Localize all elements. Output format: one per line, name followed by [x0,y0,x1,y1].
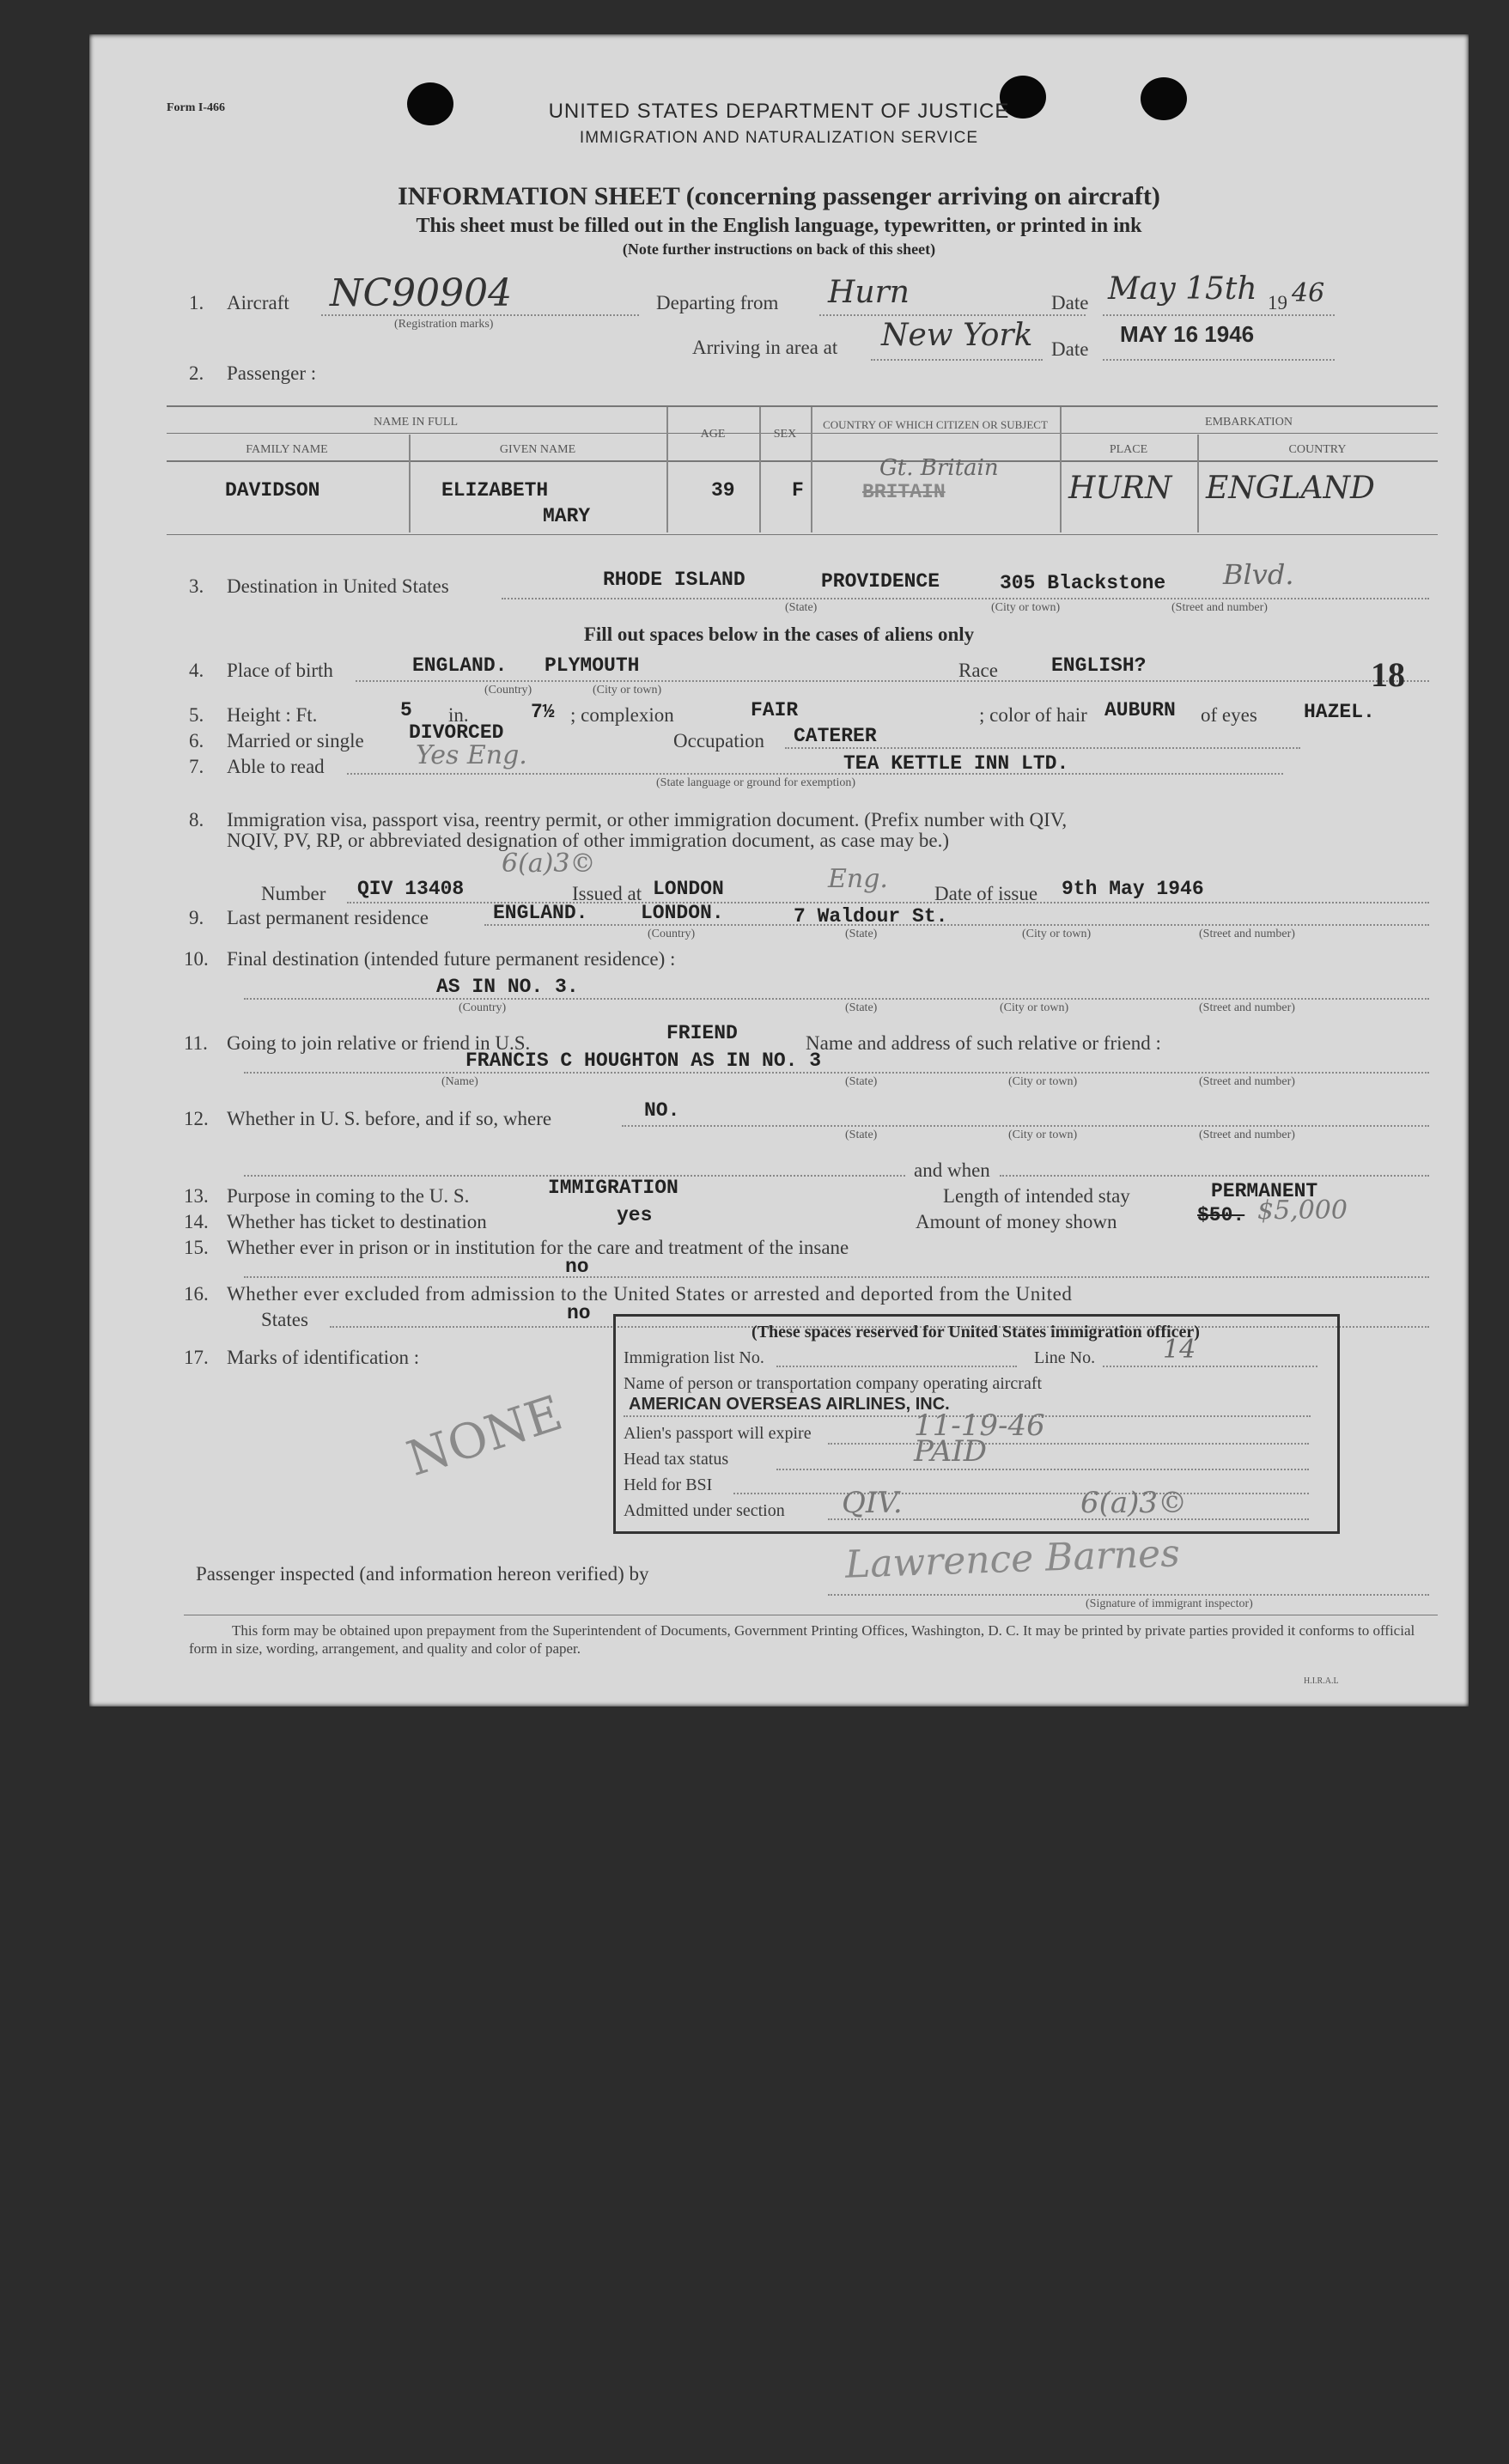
hint-state: (State) [845,1001,878,1014]
prison-value: no [565,1256,589,1278]
hint-state: (State) [845,1129,878,1141]
money-label: Amount of money shown [916,1211,1117,1232]
col-country: COUNTRY [1288,443,1347,456]
date-issue-label: Date of issue [934,883,1038,904]
col-sex: SEX [773,428,797,441]
hint-city: (City or town) [1000,1001,1069,1014]
purpose-value: IMMIGRATION [548,1177,678,1199]
visa-number: QIV 13408 [357,878,465,900]
hint-state: (State) [785,601,818,614]
form-number: Form I-466 [167,101,226,114]
item-number: 10. [184,948,209,970]
birth-country: ENGLAND. [412,654,508,677]
marks-handwritten: NONE [400,1385,569,1488]
item-number: 2. [189,362,204,384]
item-number: 14. [184,1211,209,1232]
destination-street: 305 Blackstone [1000,572,1166,594]
last-residence-label: Last permanent residence [227,907,429,928]
date-issue-value: 9th May 1946 [1062,878,1204,900]
date-label: Date [1051,338,1089,360]
prison-label: Whether ever in prison or in institution for the care and treatment of the insane [227,1237,849,1258]
hint-country: (Country) [484,684,532,697]
item-number: 9. [189,907,204,928]
residence-city: LONDON. [641,902,724,924]
footer-note: This form may be obtained upon prepayment from the Superintendent of Documents, Government Printing Offices, Washington, D. C. It may be printed by private parties provided it conforms to official form in size, wording, arrangement, and quality and color of paper. [189,1622,1415,1657]
item-number: 16. [184,1283,209,1305]
number-label: Number [261,883,326,904]
before-value: NO. [644,1099,680,1122]
hint-city: (City or town) [1022,928,1092,940]
signature-note: (Signature of immigrant inspector) [1086,1597,1253,1610]
inspector-signature: Lawrence Barnes [844,1531,1181,1587]
date-label: Date [1051,292,1089,313]
line-no-label: Line No. [1034,1348,1096,1367]
visa-class-handwritten: 6(a)3© [502,849,596,879]
occupation-label: Occupation [673,730,765,751]
item-number: 5. [189,704,204,726]
birth-city: PLYMOUTH [545,654,640,677]
ticket-value: yes [617,1204,653,1226]
sheet-title: INFORMATION SHEET (concerning passenger arriving on aircraft) [398,182,1160,210]
hint-city: (City or town) [593,684,662,697]
citizenship-handwritten: Gt. Britain [879,455,999,481]
item-number: 1. [189,292,204,313]
departing-label: Departing from [656,292,779,313]
col-place: PLACE [1109,443,1148,456]
item-number: 6. [189,730,204,751]
complexion-label: ; complexion [570,704,674,726]
embarkation-country: ENGLAND [1206,471,1375,506]
issued-label: Issued at [572,883,642,904]
marks-label: Marks of identification : [227,1347,420,1368]
admitted-value: QIV. [842,1486,903,1520]
excluded-label-2: States [261,1309,308,1330]
given-name-value: ELIZABETH [441,479,549,502]
arriving-value: New York [881,318,1033,353]
year-prefix: 19 [1268,292,1287,313]
col-family-name: FAMILY NAME [246,443,328,456]
service-heading: IMMIGRATION AND NATURALIZATION SERVICE [579,129,979,147]
destination-label: Destination in United States [227,575,449,597]
excluded-label: Whether ever excluded from admission to the United States or arrested and deported from the United [227,1283,1073,1305]
col-citizenship: COUNTRY OF WHICH CITIZEN OR SUBJECT [823,418,1048,431]
arriving-label: Arriving in area at [692,337,838,358]
destination-street-handwritten: Blvd. [1223,558,1294,591]
item-number: 13. [184,1185,209,1207]
margin-number: 18 [1371,655,1405,694]
hint-state: (State) [845,928,878,940]
department-heading: UNITED STATES DEPARTMENT OF JUSTICE [548,100,1010,123]
issued-at-handwritten: Eng. [828,864,888,894]
item-number: 4. [189,660,204,681]
sex-value: F [792,479,804,502]
hint-street: (Street and number) [1199,928,1295,940]
married-value: DIVORCED [409,721,504,744]
departing-value: Hurn [828,275,910,310]
birthplace-label: Place of birth [227,660,333,681]
company-value: AMERICAN OVERSEAS AIRLINES, INC. [629,1395,950,1414]
relative-label: Name and address of such relative or friend : [806,1032,1161,1054]
hint-name: (Name) [441,1075,478,1088]
before-label: Whether in U. S. before, and if so, where [227,1108,552,1129]
item-number: 8. [189,809,204,830]
admitted-section-value: 6(a)3© [1080,1486,1188,1520]
friend-value: FRANCIS C HOUGHTON AS IN NO. 3 [465,1049,822,1072]
aircraft-label: Aircraft [227,292,289,313]
hint-street: (Street and number) [1199,1129,1295,1141]
visa-label-2: NQIV, PV, RP, or abbreviated designation of other immigration document, as case may be.) [227,830,950,851]
departure-year: 46 [1292,278,1325,308]
height-inches: 7½ [531,701,555,723]
hint-city: (City or town) [1008,1075,1078,1088]
item-number: 3. [189,575,204,597]
item-number: 17. [184,1347,209,1368]
residence-street: 7 Waldour St. [794,905,948,928]
col-given-name: GIVEN NAME [499,443,576,456]
final-destination-label: Final destination (intended future permanent residence) : [227,948,676,970]
col-age: AGE [700,428,726,441]
final-destination-value: AS IN NO. 3. [436,976,579,998]
ticket-label: Whether has ticket to destination [227,1211,487,1232]
read-label: Able to read [227,756,325,777]
item-number: 15. [184,1237,209,1258]
money-typed: $50. [1197,1204,1245,1226]
age-value: 39 [711,479,735,502]
destination-city: PROVIDENCE [821,570,940,593]
issued-at: LONDON [653,878,724,900]
company-label: Name of person or transportation company operating aircraft [624,1374,1043,1393]
join-label: Going to join relative or friend in U.S. [227,1032,531,1054]
passenger-label: Passenger : [227,362,317,384]
item-number: 7. [189,756,204,777]
length-label: Length of intended stay [943,1185,1130,1207]
read-handwritten: Yes Eng. [416,740,527,770]
and-when-label: and when [914,1159,990,1181]
family-name-value: DAVIDSON [225,479,320,502]
race-value: ENGLISH? [1051,654,1147,677]
hint-street: (Street and number) [1199,1001,1295,1014]
middle-name-value: MARY [543,505,591,527]
aircraft-value: NC90904 [330,271,513,315]
immigration-list-label: Immigration list No. [624,1348,764,1367]
instructions: This sheet must be filled out in the English language, typewritten, or printed in ink [416,215,1142,237]
purpose-label: Purpose in coming to the U. S. [227,1185,470,1207]
inspected-label: Passenger inspected (and information hereon verified) by [196,1563,649,1585]
length-value: PERMANENT [1211,1180,1318,1202]
hair-label: ; color of hair [979,704,1087,726]
eyes-label: of eyes [1201,704,1257,726]
head-tax-value: PAID [914,1434,987,1469]
hint-city: (City or town) [991,601,1061,614]
inches-label: in. [448,704,469,726]
officer-box-title: (These spaces reserved for United States immigration officer) [751,1323,1200,1342]
passport-expire-value: 11-19-46 [914,1408,1045,1443]
bsi-label: Held for BSI [624,1475,713,1494]
destination-state: RHODE ISLAND [603,569,745,591]
embarkation-place: HURN [1068,471,1172,506]
departure-date: May 15th [1108,271,1257,307]
excluded-value: no [567,1302,591,1324]
residence-country: ENGLAND. [493,902,588,924]
occupation-value: CATERER [794,725,877,747]
join-value: FRIEND [666,1022,738,1044]
line-no-value: 14 [1163,1335,1196,1365]
col-embarkation: EMBARKATION [1205,416,1293,429]
col-name-in-full: NAME IN FULL [374,416,458,429]
read-note: (State language or ground for exemption) [656,776,856,789]
item-number: 12. [184,1108,209,1129]
printer-mark: H.I.R.A.L [1304,1676,1339,1686]
form-sheet [89,34,1469,1707]
race-label: Race [958,660,998,681]
hint-city: (City or town) [1008,1129,1078,1141]
married-label: Married or single [227,730,364,751]
hint-street: (Street and number) [1199,1075,1295,1088]
hint-country: (Country) [648,928,696,940]
complexion-value: FAIR [751,699,799,721]
note: (Note further instructions on back of this sheet) [622,240,936,258]
height-label: Height : Ft. [227,704,318,726]
registration-note: (Registration marks) [394,318,494,331]
employer-value: TEA KETTLE INN LTD. [843,752,1069,775]
money-handwritten: $5,000 [1257,1195,1348,1226]
hint-state: (State) [845,1075,878,1088]
eyes-value: HAZEL. [1304,701,1375,723]
hint-street: (Street and number) [1171,601,1268,614]
passport-expire-label: Alien's passport will expire [624,1424,812,1443]
arrival-date-stamp: MAY 16 1946 [1120,321,1255,347]
height-feet: 5 [400,699,412,721]
admitted-label: Admitted under section [624,1501,785,1520]
hint-country: (Country) [459,1001,507,1014]
aliens-only-heading: Fill out spaces below in the cases of aliens only [583,624,975,645]
head-tax-label: Head tax status [624,1450,729,1469]
citizenship-typed: BRITAIN [862,481,946,503]
item-number: 11. [184,1032,208,1054]
visa-label-1: Immigration visa, passport visa, reentry permit, or other immigration document. (Prefix number with QIV, [227,809,1068,830]
hair-value: AUBURN [1104,699,1176,721]
